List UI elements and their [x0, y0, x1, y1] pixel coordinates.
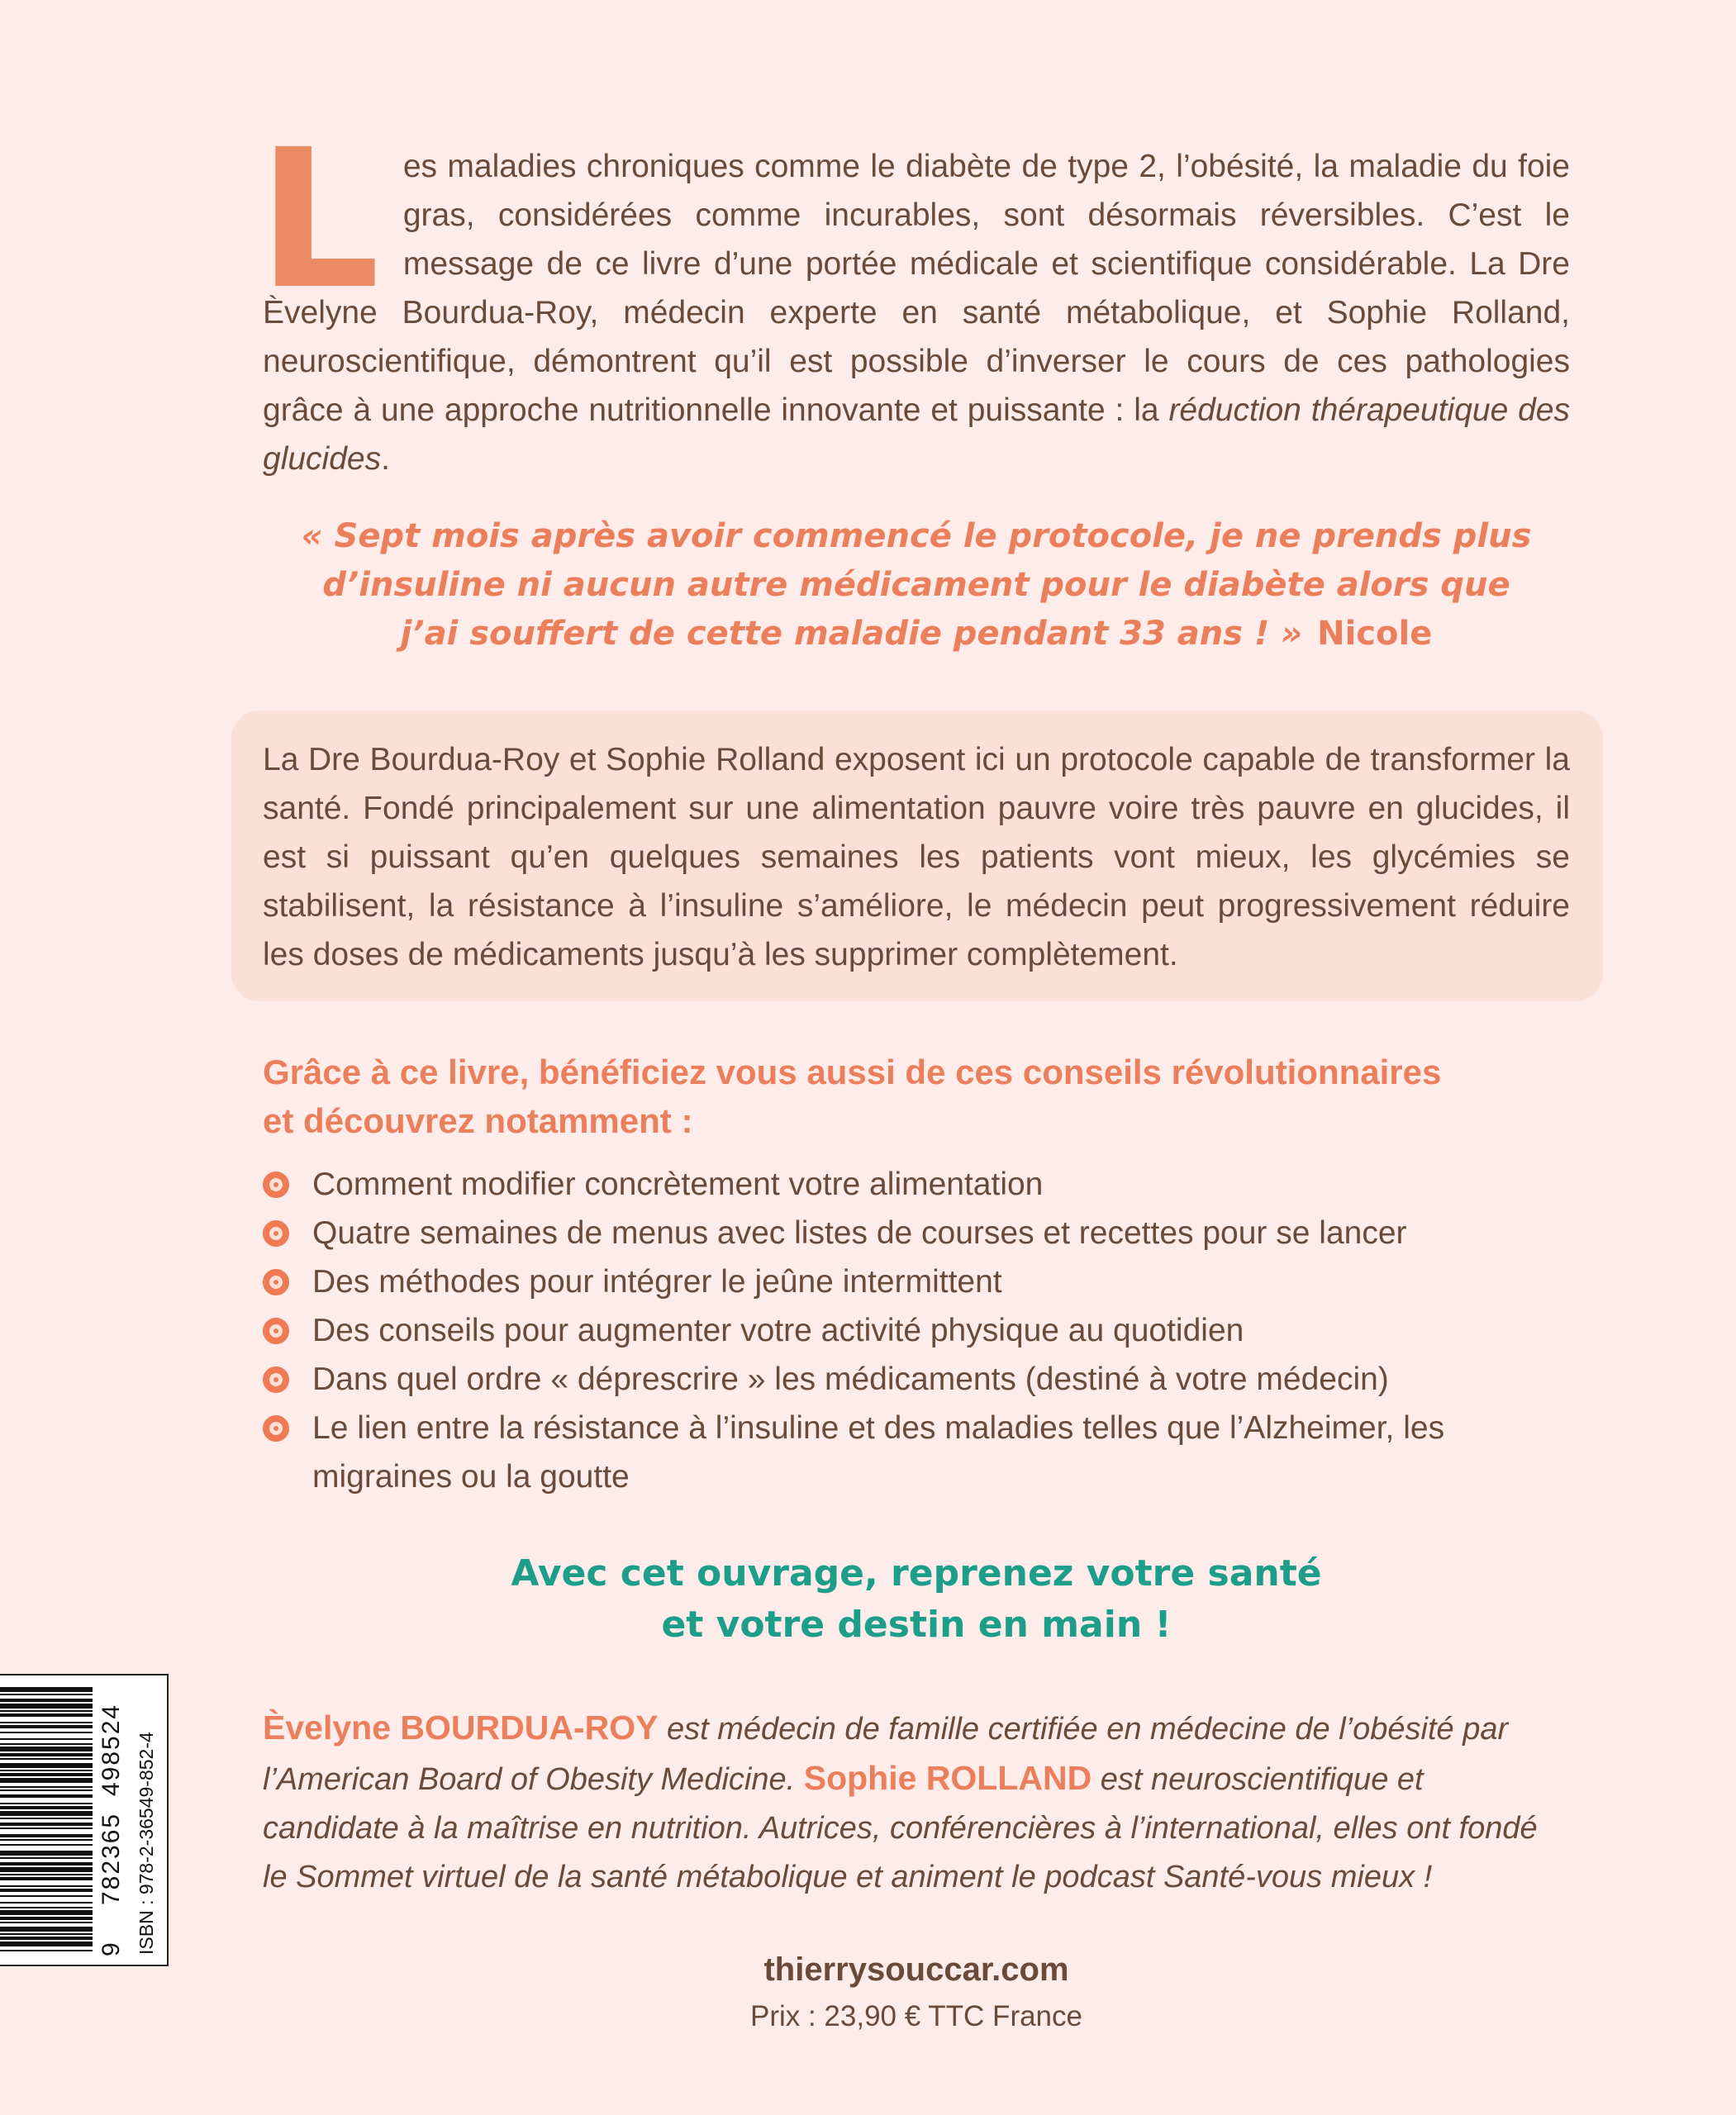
barcode-bar — [0, 1770, 93, 1771]
barcode-bar — [0, 1839, 93, 1841]
list-item-text: Des méthodes pour intégrer le jeûne intermittent — [312, 1264, 1002, 1300]
quote-line-last — [263, 610, 1570, 658]
barcode-bar — [0, 1874, 93, 1875]
target-bullet-icon — [263, 1220, 289, 1247]
barcode-bar — [0, 1758, 93, 1760]
target-bullet-icon — [263, 1366, 289, 1393]
author-bio-text: est médecin de famille certifiée en médecine de l’obésité par l’American Board of Obesity Medicine. — [263, 1712, 1509, 1797]
quote-author: Nicole — [1317, 615, 1433, 653]
benefits-heading-line: et découvrez notamment : — [263, 1101, 693, 1140]
barcode-bar — [0, 1687, 93, 1692]
barcode-bar — [0, 1867, 93, 1872]
barcode-bar — [0, 1862, 93, 1865]
barcode-bar — [0, 1889, 93, 1892]
testimonial-quote — [263, 512, 1570, 658]
price-label: Prix : 23,90 € TTC France — [749, 2000, 1082, 2032]
list-item-text: Quatre semaines de menus avec listes de courses et recettes pour se lancer — [312, 1215, 1407, 1251]
barcode — [0, 1674, 169, 1966]
tagline-line: Avec cet ouvrage, reprenez votre santé — [511, 1552, 1322, 1595]
protocol-summary-text: La Dre Bourdua-Roy et Sophie Rolland exposent ici un protocole capable de transformer la santé. Fondé principalement sur une alimentation pauvre voire très pauvre en glucides, il est si puissant qu’en quelques semaines les patients vont mieux, les glycémies se stabilisent, la résistance à l’insuline s’améliore, le médecin peut progressivement réduire les doses de médicaments jusqu’à les supprimer complètement. — [263, 742, 1570, 972]
quote-line: « Sept mois après avoir commencé le protocole, je ne prends plus — [301, 517, 1532, 555]
barcode-bar — [0, 1917, 93, 1920]
benefits-heading-line: Grâce à ce livre, bénéficiez vous aussi de ces conseils révolutionnaires — [263, 1053, 1442, 1091]
barcode-bar — [0, 1763, 93, 1768]
benefits-list — [263, 1160, 1570, 1501]
barcode-bar — [0, 1699, 93, 1702]
isbn-label: ISBN : 978-2-36549-852-4 — [136, 1732, 157, 1955]
list-item — [263, 1209, 1570, 1257]
barcode-bar — [0, 1806, 93, 1809]
barcode-bar — [0, 1937, 93, 1940]
barcode-bar — [0, 1738, 93, 1740]
barcode-digit-group: 782365 — [98, 1812, 125, 1905]
barcode-bar — [0, 1794, 93, 1798]
list-item-text: Le lien entre la résistance à l’insuline et des maladies telles que l’Alzheimer, les migraines ou la goutte — [312, 1410, 1445, 1495]
barcode-bar — [0, 1857, 93, 1859]
barcode-bar — [0, 1933, 93, 1935]
barcode-bar — [0, 1902, 93, 1904]
target-bullet-icon — [263, 1415, 289, 1442]
barcode-bar — [0, 1922, 93, 1923]
barcode-bar — [0, 1834, 93, 1837]
intro-end: . — [381, 441, 390, 477]
barcode-digit: 9 — [98, 1942, 125, 1956]
barcode-bar — [0, 1811, 93, 1816]
authors-bio — [263, 1704, 1539, 1902]
intro-text: es maladies chroniques comme le diabète de type 2, l’obésité, la maladie du foie gras, considérées comme incurables, sont désormais réversibles. C’est le message de ce livre d’une portée médicale et scientifique considérable. La Dre Èvelyne Bourdua-Roy, médecin experte en santé métabolique, et Sophie Rolland, neuroscientifique, démontrent qu’il est possible d’inverser le cours de ces pathologies grâce à une approche nutritionnelle innovante et puissante : la — [263, 149, 1570, 428]
barcode-bar — [0, 1743, 93, 1745]
quote-line: j’ai souffert de cette maladie pendant 33 ans ! » — [400, 615, 1303, 653]
list-item-text: Dans quel ordre « déprescrire » les médicaments (destiné à votre médecin) — [312, 1362, 1389, 1397]
intro-paragraph — [258, 108, 1570, 483]
barcode-bar — [0, 1747, 93, 1751]
barcode-bar — [0, 1786, 93, 1788]
barcode-bar — [0, 1827, 93, 1829]
barcode-bar — [0, 1710, 93, 1712]
barcode-bar — [0, 1773, 93, 1776]
barcode-bar — [0, 1818, 93, 1819]
barcode-bar — [0, 1927, 93, 1932]
publisher-website[interactable]: thierrysouccar.com — [763, 1951, 1069, 1988]
list-item — [263, 1306, 1570, 1355]
barcode-digits — [93, 1675, 134, 1965]
barcode-bar — [0, 1823, 93, 1826]
barcode-bar — [0, 1704, 93, 1709]
list-item — [263, 1257, 1570, 1306]
barcode-bars — [0, 1687, 93, 1953]
barcode-digit-group: 498524 — [98, 1703, 125, 1796]
barcode-bar — [0, 1895, 93, 1897]
benefits-heading — [263, 1048, 1570, 1145]
barcode-bar — [0, 1722, 93, 1723]
barcode-bar — [0, 1694, 93, 1695]
barcode-bar — [0, 1844, 93, 1846]
barcode-bar — [0, 1753, 93, 1756]
barcode-bar — [0, 1907, 93, 1908]
barcode-bar — [0, 1725, 93, 1728]
drop-cap: L — [258, 108, 380, 331]
author-name: Sophie ROLLAND — [803, 1759, 1092, 1797]
barcode-bar — [0, 1803, 93, 1804]
barcode-bar — [0, 1910, 93, 1915]
list-item-text: Des conseils pour augmenter votre activité physique au quotidien — [312, 1313, 1244, 1348]
list-item — [263, 1160, 1570, 1209]
author-bio-text: est neuroscientifique et candidate à la maîtrise en nutrition. Autrices, conférencières à l’international, elles ont fondé le Sommet virtuel de la santé métabolique et animent le podcast Santé-vous mieux ! — [263, 1762, 1538, 1894]
target-bullet-icon — [263, 1269, 289, 1295]
list-item — [263, 1355, 1570, 1404]
target-bullet-icon — [263, 1172, 289, 1198]
barcode-bar — [0, 1877, 93, 1880]
barcode-bar — [0, 1789, 93, 1791]
barcode-bar — [0, 1778, 93, 1783]
barcode-bar — [0, 1950, 93, 1951]
barcode-bar — [0, 1713, 93, 1717]
barcode-bar — [0, 1851, 93, 1856]
target-bullet-icon — [263, 1318, 289, 1344]
author-name: Èvelyne BOURDUA-ROY — [263, 1709, 659, 1747]
list-item — [263, 1404, 1570, 1501]
protocol-summary-box — [231, 711, 1603, 1001]
tagline-line: et votre destin en main ! — [661, 1604, 1172, 1646]
quote-line: d’insuline ni aucun autre médicament pour le diabète alors que — [322, 566, 1510, 604]
tagline — [263, 1548, 1570, 1651]
barcode-bar — [0, 1942, 93, 1946]
intro-emphasis: réduction thérapeutique des glucides — [263, 392, 1570, 477]
barcode-bar — [0, 1732, 93, 1733]
list-item-text: Comment modifier concrètement votre alimentation — [312, 1167, 1044, 1202]
barcode-bar — [0, 1885, 93, 1887]
